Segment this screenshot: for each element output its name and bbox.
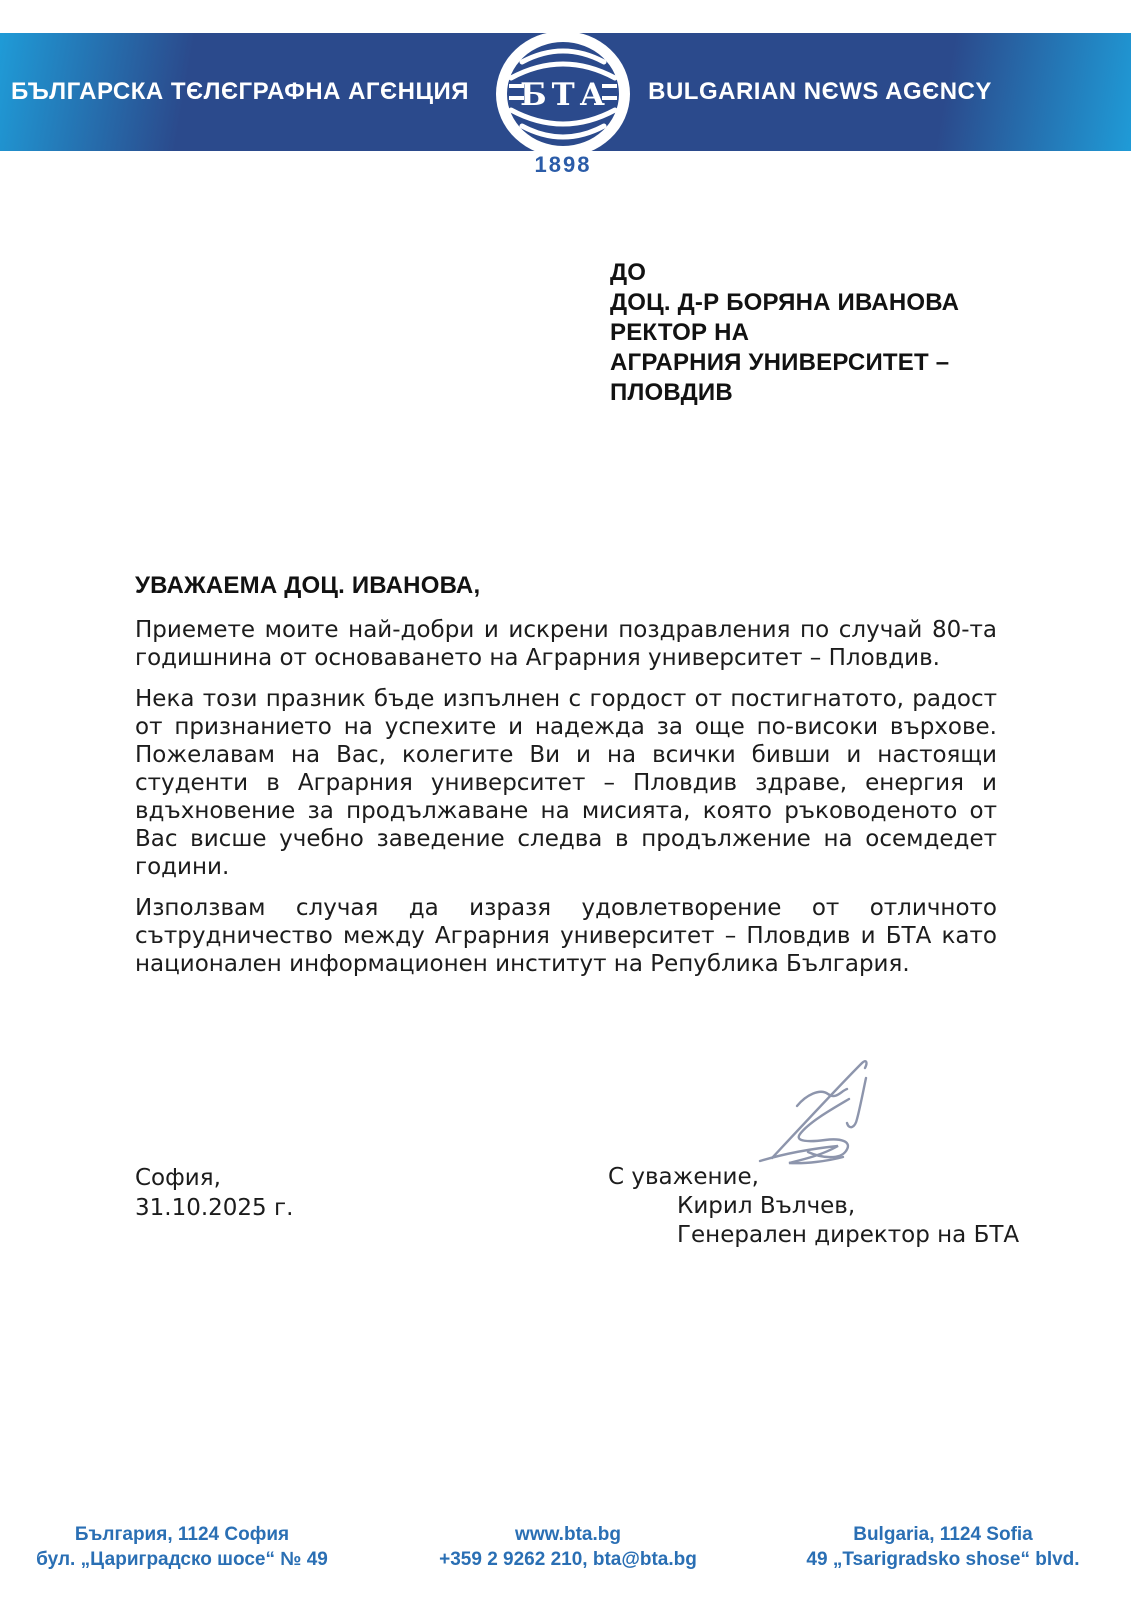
footer-address-bg (36, 1522, 328, 1572)
closing-block (608, 1163, 1019, 1250)
footer-phone-email: +359 2 9262 210, bta@bta.bg (439, 1549, 697, 1570)
recipient-block (610, 258, 959, 408)
letter-paragraph: Нека този празник бъде изпълнен с гордост от постигнатото, радост от признанието на успехите и надежда за още по-високи върхове. Пожелавам на Вас, колегите Ви и на всички бивши и настоящи студенти в Аграрния университет – Пловдив здраве, енергия и вдъхновение за продължаване на мисията, която ръководеното от Вас висше учебно заведение следва в продължение на осемдедет години. (135, 686, 997, 880)
footer-line: България, 1124 София (74, 1524, 290, 1545)
date: 31.10.2025 г. (135, 1195, 294, 1221)
footer-line: Bulgaria, 1124 Sofia (853, 1524, 1033, 1545)
letter-paragraph: Приемете моите най-добри и искрени поздравления по случай 80-та годишнина от основаването на Аграрния университет – Пловдив. (135, 617, 997, 671)
globe-icon (496, 31, 630, 157)
footer-address-en (806, 1522, 1079, 1572)
closing: С уважение, (608, 1164, 759, 1190)
bta-logo (0, 0, 1131, 230)
agency-name-english: BULGARIAN NЄWS AGЄNCY (648, 78, 992, 105)
letter-body (135, 616, 997, 991)
logo-monogram: БТА (520, 77, 610, 113)
signer-title: Генерален директор на БТА (677, 1222, 1020, 1248)
place: София, (135, 1165, 221, 1191)
salutation: УВАЖАЕМА ДОЦ. ИВАНОВА, (135, 572, 481, 599)
recipient-line: ДО (610, 259, 647, 286)
recipient-line: ПЛОВДИВ (610, 379, 733, 406)
letter-paragraph: Използвам случая да изразя удовлетворение от отличното сътрудничество между Аграрния университет – Пловдив и БТА като национален информационен институт на Република България. (135, 895, 997, 977)
recipient-line: АГРАРНИЯ УНИВЕРСИТЕТ – (610, 349, 950, 376)
footer-line: 49 „Tsarigradsko shose“ blvd. (806, 1549, 1080, 1570)
footer-website: www.bta.bg (515, 1524, 621, 1545)
footer-contacts (439, 1522, 697, 1572)
founding-year: 1898 (534, 152, 592, 177)
place-date-block (135, 1163, 293, 1223)
footer-line: бул. „Цариградско шосе“ № 49 (36, 1549, 328, 1570)
signature-image (730, 1015, 930, 1175)
recipient-line: ДОЦ. Д-Р БОРЯНА ИВАНОВА (610, 289, 960, 316)
signer-name: Кирил Вълчев, (677, 1193, 856, 1219)
recipient-line: РЕКТОР НА (610, 319, 750, 346)
agency-name-bulgarian: БЪЛГАРСКА ТЄЛЄГРАФНА АГЄНЦИЯ (11, 78, 469, 105)
